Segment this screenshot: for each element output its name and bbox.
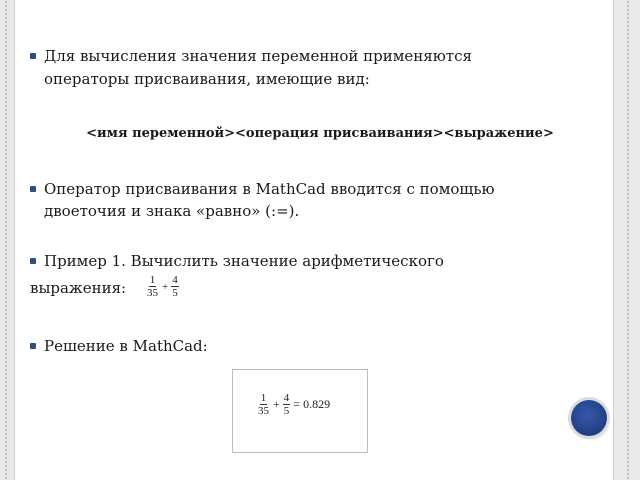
denominator: 35 [147, 287, 158, 299]
bullet-marker [30, 258, 36, 264]
plus-operator: + [162, 280, 169, 293]
result-value: 0.829 [303, 397, 331, 411]
assignment-syntax: <имя переменной><операция присваивания><выражение> [86, 126, 554, 141]
numerator: 1 [260, 392, 267, 404]
numerator: 1 [149, 274, 156, 286]
numerator: 4 [283, 392, 290, 404]
bullet-marker [30, 53, 36, 59]
denominator: 35 [258, 405, 269, 417]
fraction [171, 274, 179, 299]
plus-operator: + [273, 397, 280, 411]
denominator: 5 [172, 287, 178, 299]
left-dotted-border [4, 0, 8, 480]
arithmetic-expression [146, 274, 179, 299]
paragraph-3-line-2: выражения: [30, 279, 127, 297]
bullet-marker [30, 343, 36, 349]
paragraph-1-line-2: операторы присваивания, имеющие вид: [44, 70, 370, 88]
denominator: 5 [283, 405, 290, 417]
fraction [283, 392, 291, 417]
mathcad-result-image [232, 369, 368, 453]
mathcad-expression [257, 392, 330, 417]
fraction [257, 392, 270, 417]
numerator: 4 [172, 274, 178, 286]
paragraph-2-line-2: двоеточия и знака «равно» (:=). [44, 202, 300, 220]
bullet-marker [30, 186, 36, 192]
slide-nav-button[interactable] [571, 400, 607, 436]
equals-sign: = [293, 397, 301, 411]
right-dotted-border [626, 0, 630, 480]
fraction [146, 274, 159, 299]
paragraph-4-line-1: Решение в MathCad: [44, 337, 208, 355]
paragraph-1-line-1: Для вычисления значения переменной применяются [44, 47, 472, 65]
paragraph-2-line-1: Оператор присваивания в MathCad вводится с помощью [44, 180, 495, 198]
paragraph-3-line-1: Пример 1. Вычислить значение арифметического [44, 252, 444, 270]
